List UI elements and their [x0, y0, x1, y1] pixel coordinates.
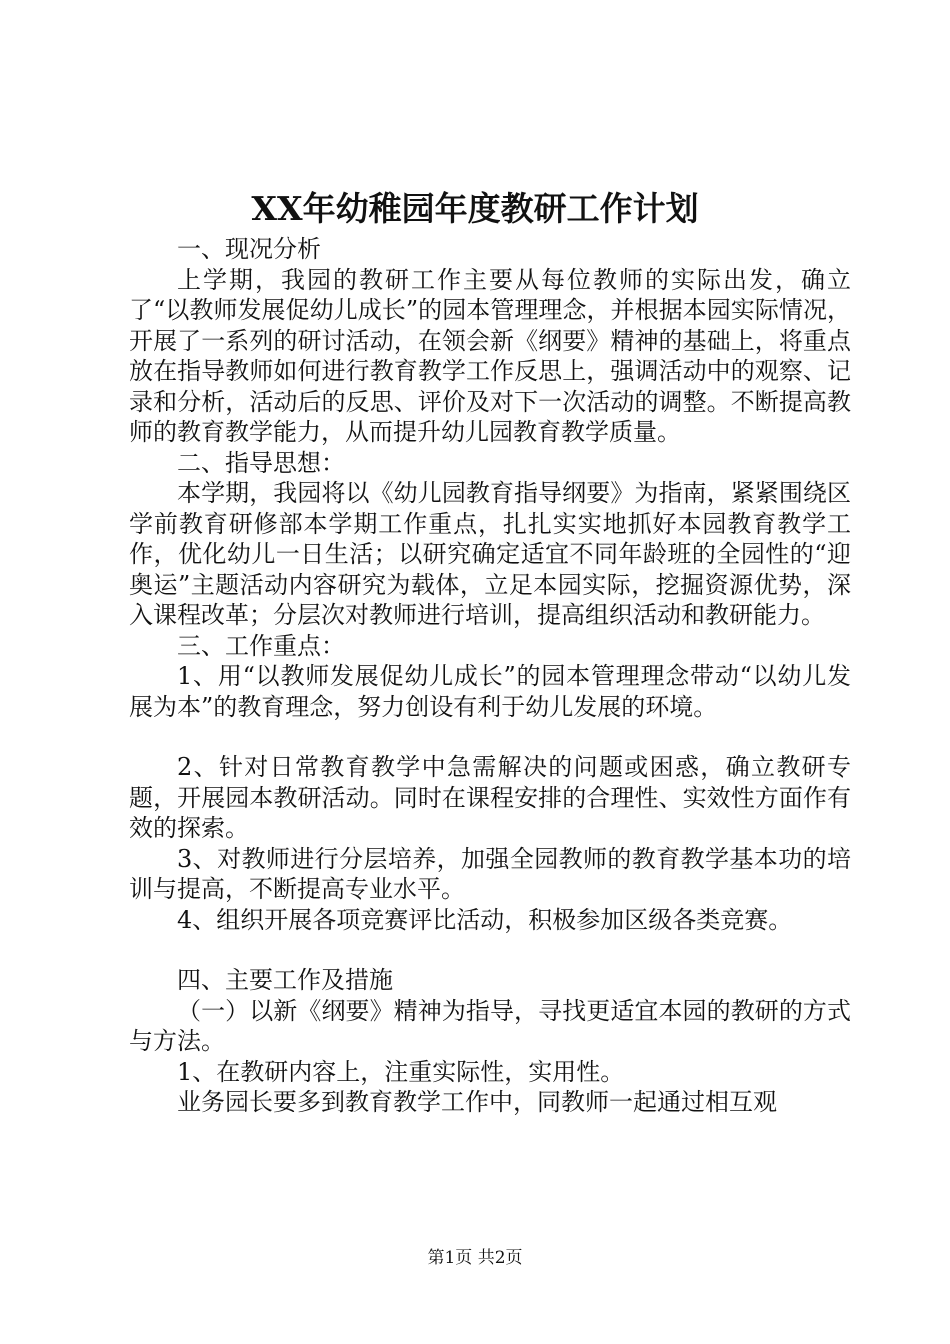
paragraph-focus-2: 2、针对日常教育教学中急需解决的问题或困惑，确立教研专题，开展园本教研活动。同时在课程安排的合理性、实效性方面作有效的探索。 — [129, 753, 851, 842]
section-heading-guiding: 二、指导思想： — [177, 448, 345, 477]
section-heading-measures: 四、主要工作及措施 — [177, 966, 393, 994]
section-heading-situation: 一、现况分析 — [177, 235, 321, 263]
paragraph-situation: 上学期，我园的教研工作主要从每位教师的实际出发，确立了“以教师发展促幼儿成长”的园本管理理念，并根据本园实际情况，开展了一系列的研讨活动，在领会新《纲要》精神的基础上，将重点放在指导教师如何进行教育教学工作反思上，强调活动中的观察、记录和分析，活动后的反思、评价及对下一次活动的调整。不断提高教师的教育教学能力，从而提升幼儿园教育教学质量。 — [129, 265, 851, 446]
paragraph-guiding: 本学期，我园将以《幼儿园教育指导纲要》为指南，紧紧围绕区学前教育研修部本学期工作重点，扎扎实实地抓好本园教育教学工作，优化幼儿一日生活；以研究确定适宜不同年龄班的全园性的“迎奥运”主题活动内容研究为载体，立足本园实际，挖掘资源优势，深入课程改革；分层次对教师进行培训，提高组织活动和教研能力。 — [129, 479, 851, 629]
section-heading-focus: 三、工作重点： — [177, 631, 345, 660]
document-title: XX年幼稚园年度教研工作计划 — [251, 189, 699, 228]
paragraph-focus-1: 1、用“以教师发展促幼儿成长”的园本管理理念带动“以幼儿发展为本”的教育理念，努力创设有利于幼儿发展的环境。 — [129, 662, 851, 721]
paragraph-measures-2: 1、在教研内容上，注重实际性，实用性。 — [177, 1057, 625, 1086]
paragraph-measures-1: （一）以新《纲要》精神为指导，寻找更适宜本园的教研的方式与方法。 — [129, 996, 851, 1055]
page-footer: 第1页 共2页 — [427, 1248, 523, 1268]
document-body — [129, 234, 851, 1118]
paragraph-focus-3: 3、对教师进行分层培养，加强全园教师的教育教学基本功的培训与提高，不断提高专业水平。 — [129, 844, 851, 903]
paragraph-measures-3: 业务园长要多到教育教学工作中，同教师一起通过相互观 — [177, 1088, 777, 1116]
paragraph-focus-4: 4、组织开展各项竞赛评比活动，积极参加区级各类竞赛。 — [177, 905, 793, 934]
